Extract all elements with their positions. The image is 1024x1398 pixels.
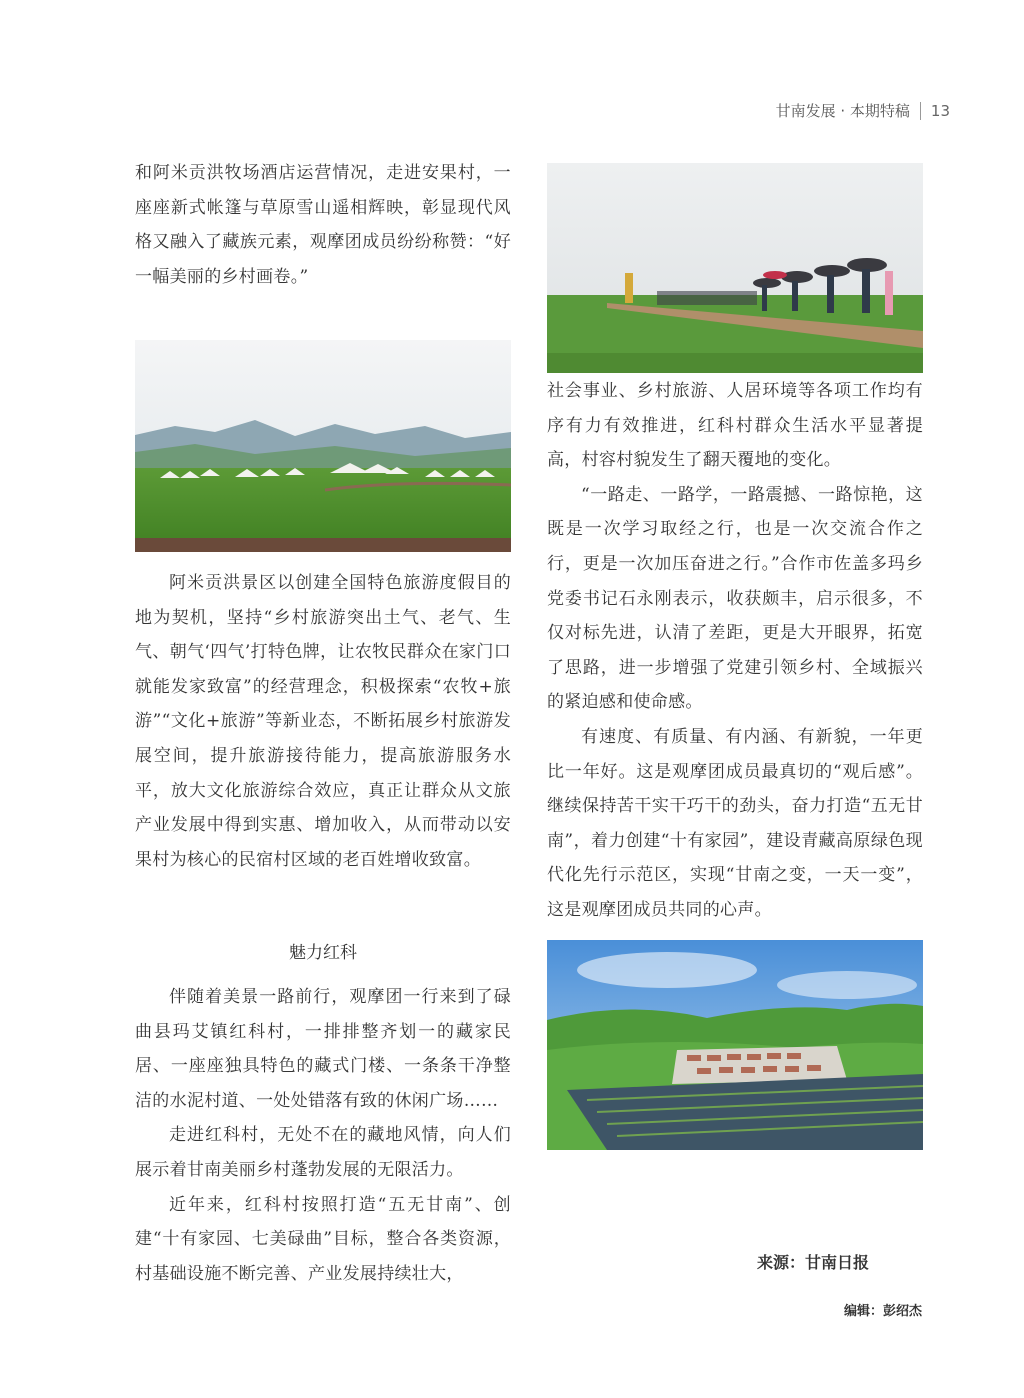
left-column-top bbox=[135, 156, 511, 294]
left-paragraph-2: 阿米贡洪景区以创建全国特色旅游度假目的地为契机，坚持“乡村旅游突出土气、老气、生气、朝气‘四气’打特色牌，让农牧民群众在家门口就能发家致富”的经营理念，积极探索“农牧+旅游”“文化+旅游”等新业态，不断拓展乡村旅游发展空间，提升旅游接待能力，提高旅游服务水平，放大文化旅游综合效应，真正让群众从文旅产业发展中得到实惠、增加收入，从而带动以安果村为核心的民宿村区域的老百姓增收致富。 bbox=[135, 573, 511, 870]
section-subheading: 魅力红科 bbox=[289, 943, 357, 963]
left-paragraph-4: 走进红科村，无处不在的藏地风情，向人们展示着甘南美丽乡村蓬勃发展的无限活力。 bbox=[135, 1125, 511, 1180]
village-solar-aerial-photo bbox=[547, 940, 923, 1150]
left-paragraph-1: 和阿米贡洪牧场酒店运营情况，走进安果村，一座座新式帐篷与草原雪山遥相辉映，彰显现代风格又融入了藏族元素，观摩团成员纷纷称赞：“好一幅美丽的乡村画卷。” bbox=[135, 163, 511, 287]
magazine-section-title: 甘南发展 · 本期特稿 bbox=[775, 102, 910, 120]
left-column-bottom bbox=[135, 980, 511, 1291]
editor-credit: 编辑：彭绍杰 bbox=[843, 1304, 922, 1319]
source-credit: 来源：甘南日报 bbox=[756, 1253, 869, 1272]
page-header bbox=[776, 100, 950, 121]
left-column-middle bbox=[135, 566, 511, 877]
left-paragraph-3: 伴随着美景一路前行，观摩团一行来到了碌曲县玛艾镇红科村，一排排整齐划一的藏家民居、一座座独具特色的藏式门楼、一条条干净整洁的水泥村道、一处处错落有致的休闲广场…… bbox=[135, 987, 511, 1111]
left-paragraph-5: 近年来，红科村按照打造“五无甘南”、创建“十有家园、七美碌曲”目标，整合各类资源，村基础设施不断完善、产业发展持续壮大， bbox=[135, 1194, 511, 1284]
tent-grassland-photo bbox=[135, 340, 511, 552]
page-number: 13 bbox=[930, 101, 950, 120]
right-paragraph-2: “一路走、一路学，一路震撼、一路惊艳，这既是一次学习取经之行，也是一次交流合作之行，更是一次加压奋进之行。”合作市佐盖多玛乡党委书记石永刚表示，收获颇丰，启示很多，不仅对标先进，认清了差距，更是大开眼界，拓宽了思路，进一步增强了党建引领乡村、全域振兴的紧迫感和使命感。 bbox=[547, 484, 923, 713]
right-column-top bbox=[547, 374, 923, 928]
right-paragraph-3: 有速度、有质量、有内涵、有新貌，一年更比一年好。这是观摩团成员最真切的“观后感”。继续保持苦干实干巧干的劲头，奋力打造“五无甘南”，着力创建“十有家园”，建设青藏高原绿色现代化先行示范区，实现“甘南之变，一天一变”，这是观摩团成员共同的心声。 bbox=[547, 726, 923, 920]
right-paragraph-1: 社会事业、乡村旅游、人居环境等各项工作均有序有力有效推进，红科村群众生活水平显著提高，村容村貌发生了翻天覆地的变化。 bbox=[547, 381, 923, 471]
umbrella-walkway-photo bbox=[547, 163, 923, 373]
header-divider bbox=[920, 102, 921, 120]
